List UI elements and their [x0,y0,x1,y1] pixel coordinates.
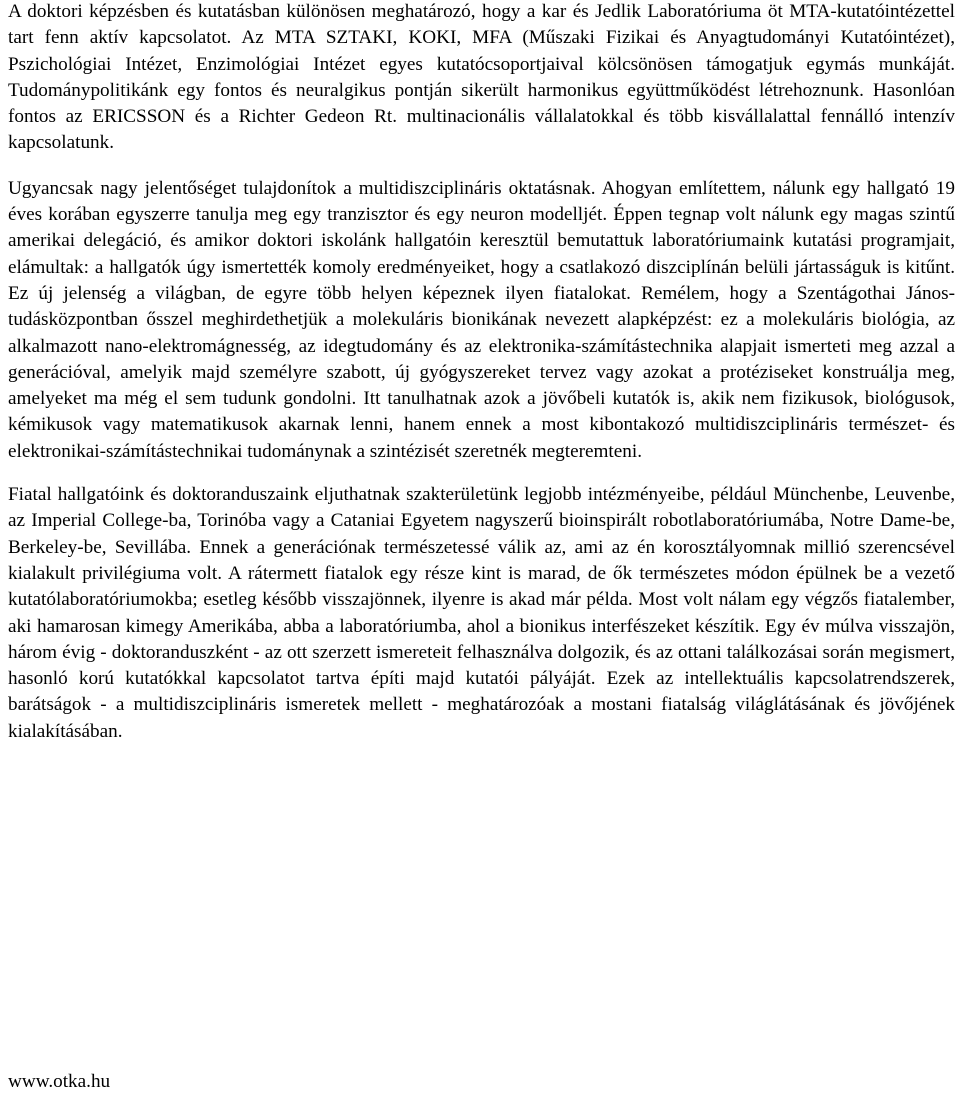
paragraph-multidisciplinary-education: Ugyancsak nagy jelentőséget tulajdonítok a multidiszciplináris oktatásnak. Ahogyan említettem, nálunk egy hallgató 19 éves korában egyszerre tanulja meg egy tranzisztor és egy neuron modelljét. Éppen tegnap volt nálunk egy magas szintű amerikai delegáció, és amikor doktori iskolánk hallgatóin keresztül bemutattuk laboratóriumaink kutatási programjait, elámultak: a hallgatók úgy ismertették komoly eredményeiket, hogy a csatlakozó diszciplínán belüli jártasságuk is kitűnt. Ez új jelenség a világban, de egyre több helyen képeznek ilyen fiatalokat. Remélem, hogy a Szentágothai János-tudásközpontban ősszel meghirdethetjük a molekuláris bionikának nevezett alapképzést: ez a molekuláris biológia, az alkalmazott nano-elektromágnesség, az idegtudomány és az elektronika-számítástechnika alapjait ismerteti meg azzal a generációval, amelyik majd személyre szabott, új gyógyszereket tervez vagy azokat a protéziseket konstruálja meg, amelyeket ma még el sem tudunk gondolni. Itt tanulhatnak azok a jövőbeli kutatók is, akik nem fizikusok, biológusok, kémikusok vagy matematikusok akarnak lenni, hanem ennek a most kibontakozó multidiszciplináris természet- és elektronikai-számítástechnikai tudománynak a szintézisét szeretnék megteremteni. [8,177,955,462]
paragraph-research-collaborations: A doktori képzésben és kutatásban különösen meghatározó, hogy a kar és Jedlik Laboratóriuma öt MTA-kutatóintézettel tart fenn aktív kapcsolatot. Az MTA SZTAKI, KOKI, MFA (Műszaki Fizikai és Anyagtudományi Kutatóintézet), Pszichológiai Intézet, Enzimológiai Intézet egyes kutatócsoportjaival kölcsönösen támogatjuk egymás munkáját. Tudománypolitikánk egy fontos és neuralgikus pontján sikerült harmonikus együttműködést létrehoznunk. Hasonlóan fontos az ERICSSON és a Richter Gedeon Rt. multinacionális vállalatokkal és több kisvállalattal fennálló intenzív kapcsolatunk. [8,1,955,154]
footer-url: www.otka.hu [8,1071,111,1092]
document-body [8,0,955,745]
paragraph-international-mobility: Fiatal hallgatóink és doktoranduszaink eljuthatnak szakterületünk legjobb intézményeibe, például Münchenbe, Leuvenbe, az Imperial College-ba, Torinóba vagy a Cataniai Egyetem nagyszerű bioinspirált robotlaboratóriumába, Notre Dame-be, Berkeley-be, Sevillába. Ennek a generációnak természetessé válik az, ami az én korosztályomnak millió szerencsével kialakult privilégiuma volt. A rátermett fiatalok egy része kint is marad, de ők természetes módon épülnek be a vezető kutatólaboratóriumokba; esetleg később visszajönnek, ilyenre is akad már példa. Most volt nálam egy végzős fiatalember, aki hamarosan kimegy Amerikába, abba a laboratóriumba, ahol a bionikus interfészeket készítik. Egy év múlva visszajön, három évig - doktoranduszként - az ott szerzett ismereteit felhasználva dolgozik, és az ottani találkozásai során megismert, hasonló korú kutatókkal kapcsolatot tartva építi majd kutatói pályáját. Ezek az intellektuális kapcsolatrendszerek, barátságok - a multidiszciplináris ismeretek mellett - meghatározóak a mostani fiatalság világlátásának és jövőjének kialakításában. [8,484,955,742]
